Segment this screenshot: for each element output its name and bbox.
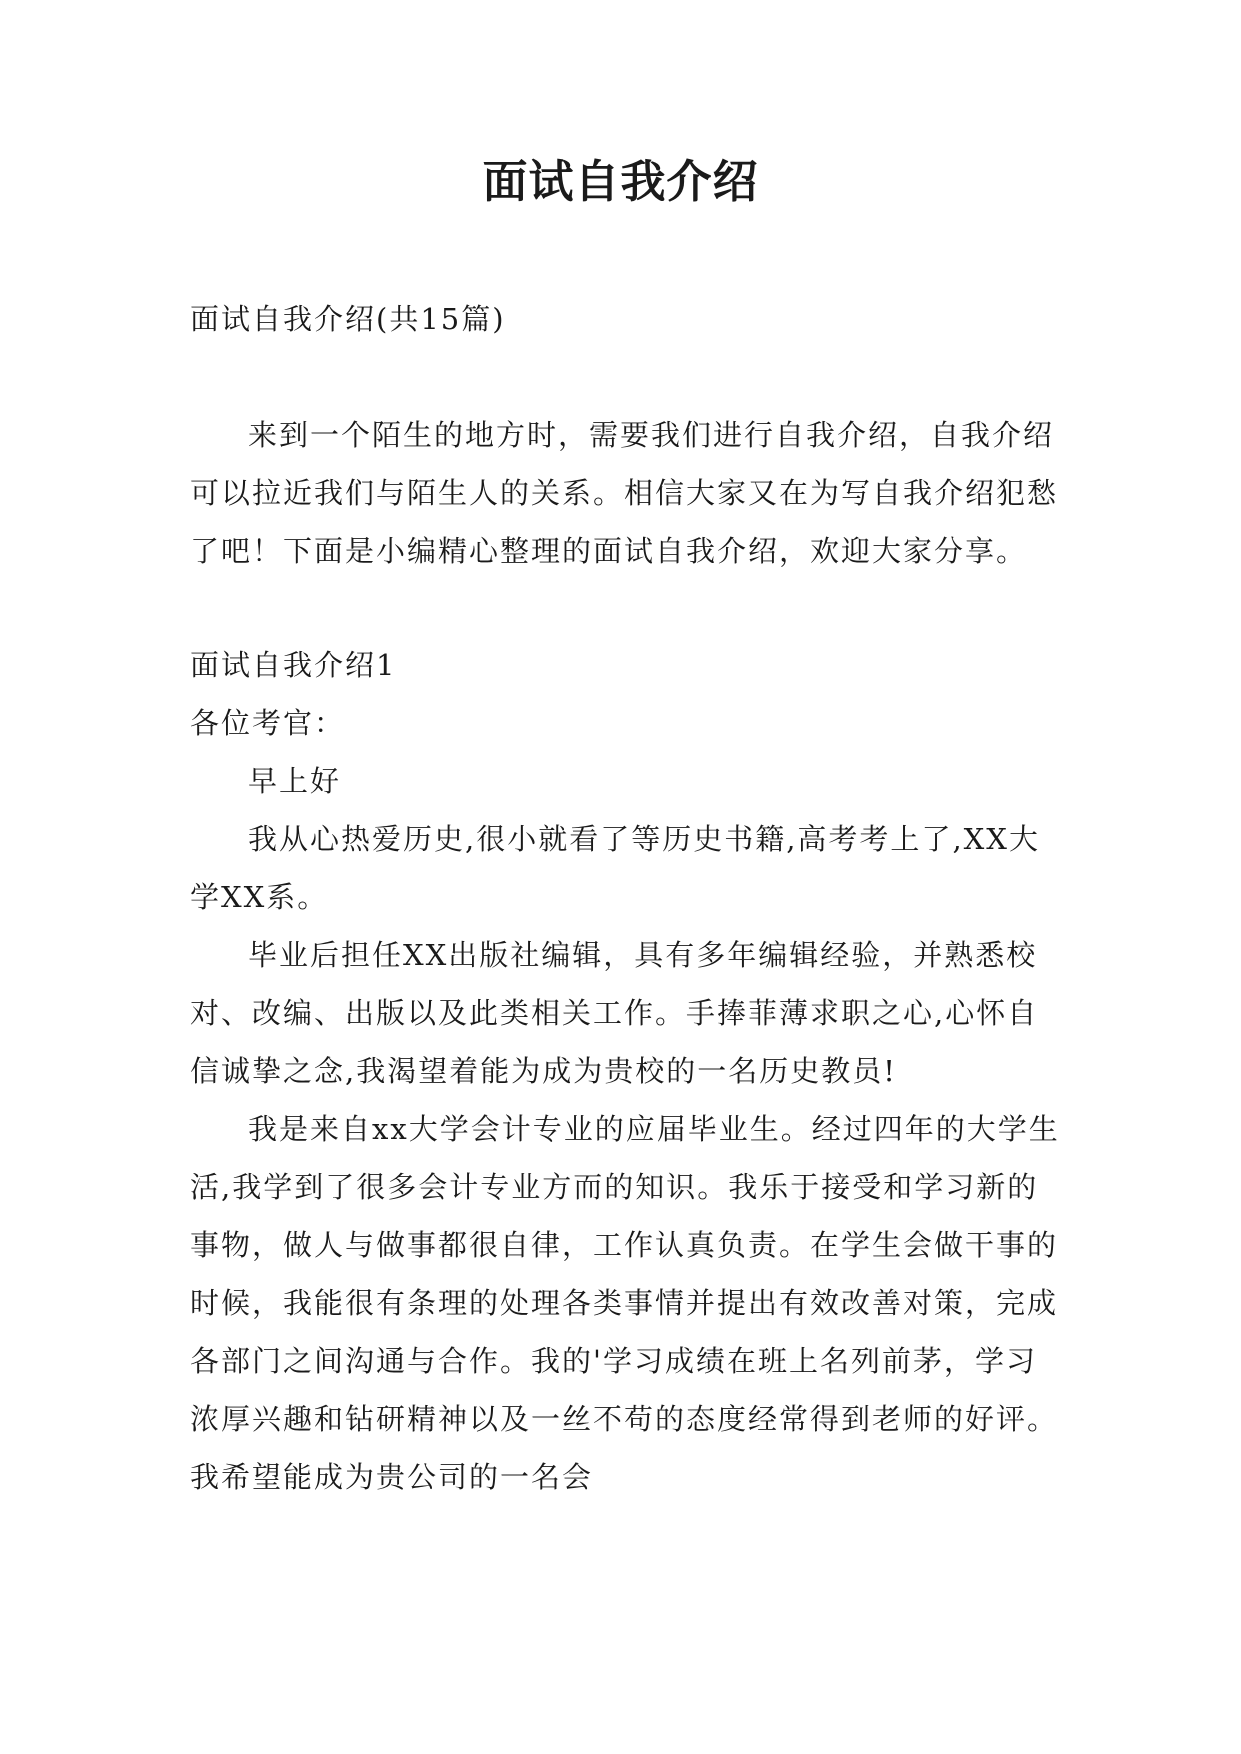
greeting: 早上好 (248, 764, 342, 798)
intro-paragraph: 来到一个陌生的地方时，需要我们进行自我介绍，自我介绍可以拉近我们与陌生人的关系。相信大家又在为写自我介绍犯愁了吧！下面是小编精心整理的面试自我介绍，欢迎大家分享。 (190, 418, 1059, 568)
section-heading: 面试自我介绍1 (190, 648, 397, 682)
document-body (190, 290, 1062, 1506)
body-paragraph: 毕业后担任XX出版社编辑，具有多年编辑经验，并熟悉校对、改编、出版以及此类相关工作。手捧菲薄求职之心,心怀自信诚挚之念,我渴望着能为成为贵校的一名历史教员! (190, 938, 1039, 1088)
document-title: 面试自我介绍 (482, 155, 759, 208)
body-paragraph: 我从心热爱历史,很小就看了等历史书籍,高考考上了,XX大学XX系。 (190, 822, 1040, 914)
salutation: 各位考官： (190, 706, 346, 740)
document-subtitle: 面试自我介绍(共15篇) (190, 302, 506, 336)
body-paragraph: 我是来自xx大学会计专业的应届毕业生。经过四年的大学生活,我学到了很多会计专业方而的知识。我乐于接受和学习新的事物，做人与做事都很自律，工作认真负责。在学生会做干事的时候，我能很有条理的处理各类事情并提出有效改善对策，完成各部门之间沟通与合作。我的'学习成绩在班上名列前茅，学习浓厚兴趣和钻研精神以及一丝不苟的态度经常得到老师的好评。我希望能成为贵公司的一名会 (190, 1112, 1060, 1494)
